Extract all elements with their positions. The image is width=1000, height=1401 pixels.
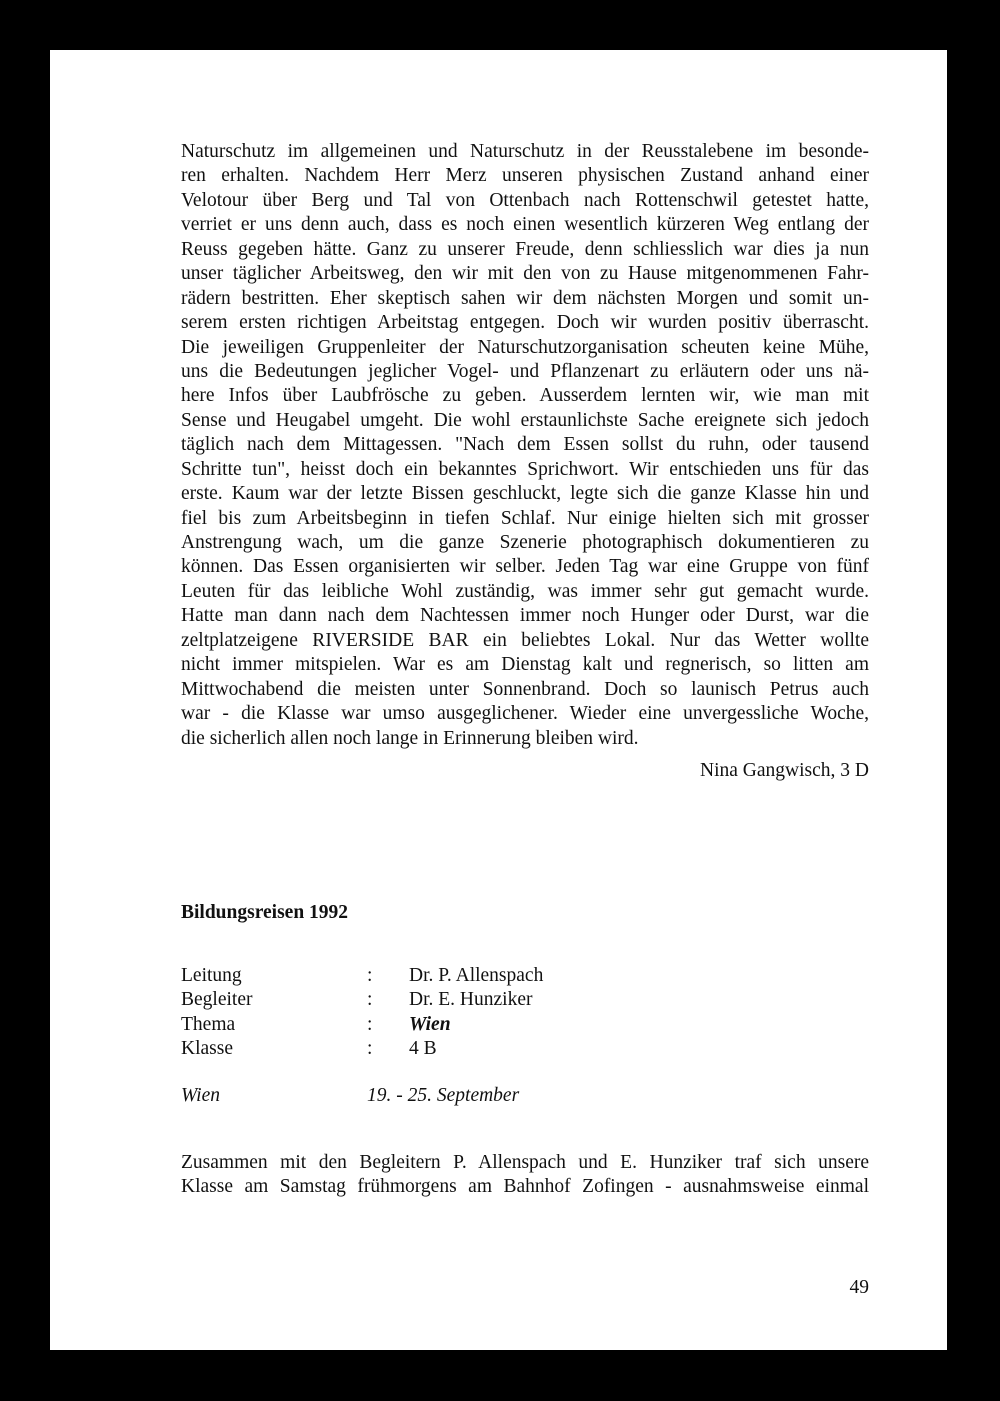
text-line: Zusammen mit den Begleitern P. Allenspach und E. Hunziker traf sich unsere	[181, 1152, 869, 1173]
text-line: serem ersten richtigen Arbeitstag entgegen. Doch wir wurden positiv überrascht.	[181, 312, 869, 334]
text-line: Anstrengung wach, um die ganze Szenerie photographisch dokumentieren zu	[181, 532, 869, 553]
text-line: Mittwochabend die meisten unter Sonnenbrand. Doch so launisch Petrus auch	[181, 678, 869, 700]
document-page	[50, 50, 947, 1350]
text-line: Naturschutz im allgemeinen und Naturschutz in der Reusstalebene im besonde-	[181, 141, 869, 162]
text-line: die sicherlich allen noch lange in Erinnerung bleiben wird.	[181, 727, 639, 749]
text-line: Die jeweiligen Gruppenleiter der Naturschutzorganisation scheuten keine Mühe,	[181, 336, 869, 358]
text-line: ren erhalten. Nachdem Herr Merz unseren physischen Zustand anhand einer	[181, 165, 869, 187]
detail-value: Dr. E. Hunziker	[409, 989, 533, 1011]
trip-subheading	[181, 1083, 681, 1109]
page-number: 49	[849, 1277, 869, 1298]
detail-label: Begleiter	[181, 989, 253, 1011]
detail-colon: :	[367, 1013, 373, 1035]
text-line: Hatte man dann nach dem Nachtessen immer noch Hunger oder Durst, war die	[181, 605, 869, 627]
detail-colon: :	[367, 1037, 373, 1059]
trip-intro-paragraph	[181, 1151, 869, 1200]
text-line: nicht immer mitspielen. War es am Dienstag kalt und regnerisch, so litten am	[181, 654, 869, 676]
text-line: war - die Klasse war umso ausgeglichener. Wieder eine unvergessliche Woche,	[181, 703, 869, 725]
text-line: täglich nach dem Mittagessen. "Nach dem Essen sollst du ruhn, oder tausend	[181, 434, 869, 456]
text-line: rädern bestritten. Eher skeptisch sahen wir dem nächsten Morgen und somit un-	[181, 287, 869, 309]
detail-label: Thema	[181, 1013, 236, 1035]
detail-label: Klasse	[181, 1037, 233, 1059]
detail-value: 4 B	[409, 1037, 437, 1059]
trip-dates: 19. - 25. September	[367, 1085, 520, 1106]
text-line: Leuten für das leibliche Wohl zuständig, was immer sehr gut gemacht wurde.	[181, 580, 869, 602]
article-body	[181, 140, 869, 751]
text-line: verriet er uns denn auch, dass es noch einen wesentlich kürzeren Weg entlang der	[181, 214, 869, 236]
trip-place: Wien	[181, 1085, 220, 1106]
text-line: Reuss gegeben hätte. Ganz zu unserer Freude, denn schliesslich war dies ja nun	[181, 238, 869, 260]
text-line: fiel bis zum Arbeitsbeginn in tiefen Schlaf. Nur einige hielten sich mit grosser	[181, 507, 869, 529]
detail-row	[181, 964, 681, 988]
detail-value: Dr. P. Allenspach	[409, 965, 544, 986]
detail-label: Leitung	[181, 965, 242, 986]
text-line: uns die Bedeutungen jeglicher Vogel- und Pflanzenart zu erläutern oder uns nä-	[181, 360, 869, 382]
author-signature: Nina Gangwisch, 3 D	[700, 760, 869, 781]
text-line: können. Das Essen organisierten wir selber. Jeden Tag war eine Gruppe von fünf	[181, 556, 869, 578]
text-line: Klasse am Samstag frühmorgens am Bahnhof Zofingen - ausnahmsweise einmal	[181, 1176, 869, 1198]
trip-details	[181, 964, 681, 1061]
detail-value: Wien	[409, 1013, 451, 1035]
detail-colon: :	[367, 989, 373, 1011]
detail-row	[181, 988, 681, 1012]
detail-row	[181, 1013, 681, 1037]
text-line: Velotour über Berg und Tal von Ottenbach nach Rottenschwil getestet hatte,	[181, 189, 869, 211]
detail-row	[181, 1037, 681, 1061]
text-line: Sense und Heugabel umgeht. Die wohl erstaunlichste Sache ereignete sich jedoch	[181, 409, 869, 431]
text-line: Schritte tun", heisst doch ein bekanntes Sprichwort. Wir entschieden uns für das	[181, 458, 869, 480]
text-line: here Infos über Laubfrösche zu geben. Ausserdem lernten wir, wie man mit	[181, 385, 869, 407]
text-line: zeltplatzeigene RIVERSIDE BAR ein beliebtes Lokal. Nur das Wetter wollte	[181, 629, 869, 651]
text-line: erste. Kaum war der letzte Bissen geschluckt, legte sich die ganze Klasse hin und	[181, 483, 869, 505]
text-line: unser täglicher Arbeitsweg, den wir mit den von zu Hause mitgenommenen Fahr-	[181, 263, 869, 285]
detail-colon: :	[367, 965, 373, 986]
section-heading: Bildungsreisen 1992	[181, 902, 349, 923]
